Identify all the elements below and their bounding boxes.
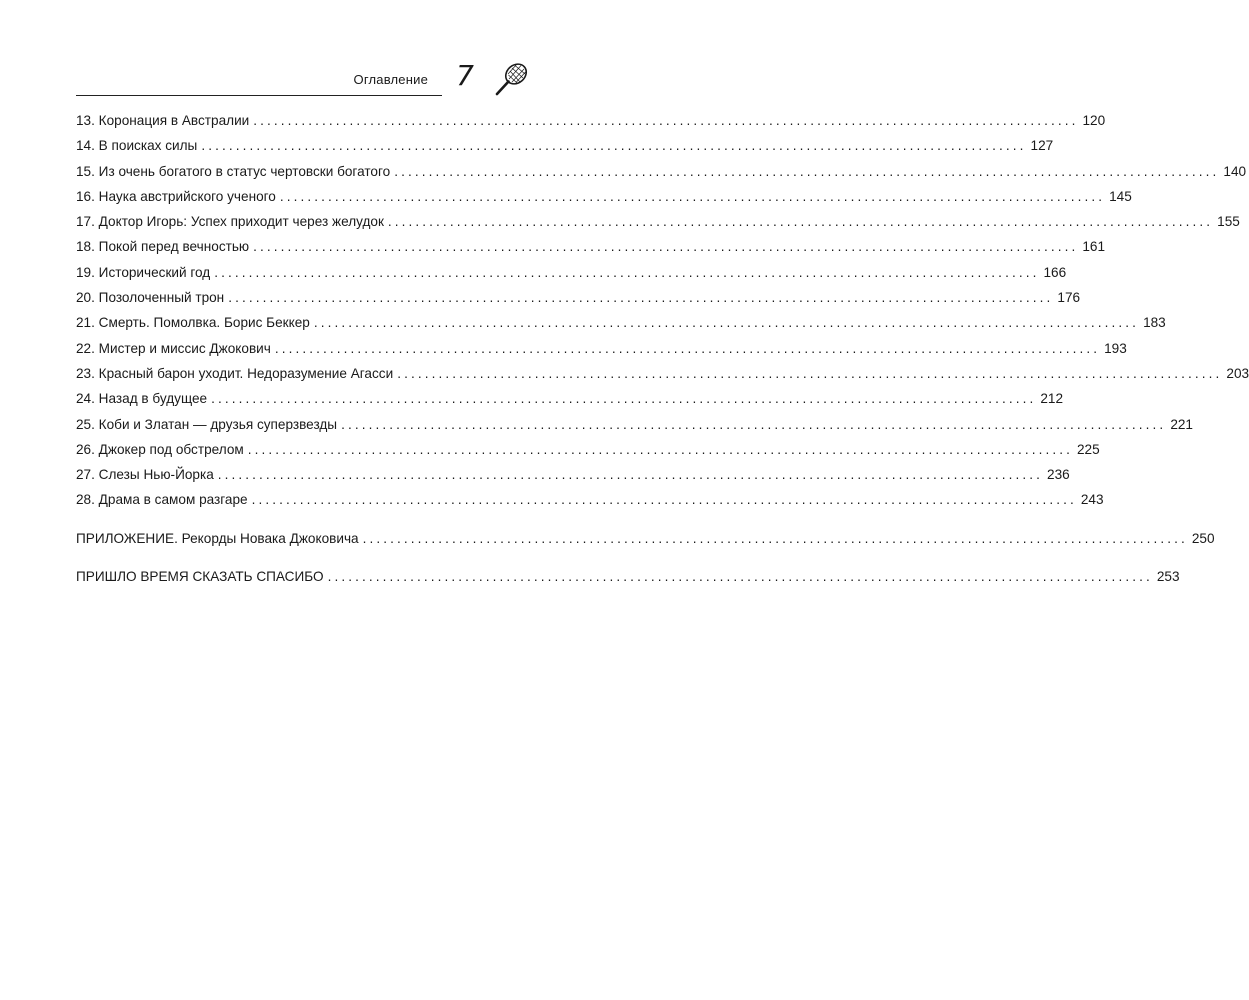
toc-entry-page: 183 [1143, 315, 1166, 331]
toc-entry-page: 221 [1170, 416, 1193, 432]
dot-leader: ........................................................................................................................ [394, 163, 1220, 179]
toc-entry[interactable] [76, 264, 1067, 290]
dot-leader: ........................................................................................................................ [397, 365, 1223, 381]
toc-entry-title: 19. Исторический год [76, 264, 211, 280]
toc-list [76, 113, 1249, 518]
toc-entry[interactable] [76, 416, 1193, 442]
toc-entry-page: 140 [1223, 163, 1247, 179]
toc-entry[interactable] [76, 569, 1180, 594]
dot-leader: ........................................................................................................................ [327, 569, 1153, 585]
dot-leader: ........................................................................................................................ [313, 315, 1140, 331]
toc-entry-title: 24. Назад в будущее [76, 391, 208, 407]
toc-entry-title: ПРИЛОЖЕНИЕ. Рекорды Новака Джоковича [76, 530, 359, 546]
dot-leader: ........................................................................................................................ [214, 264, 1040, 280]
page-number: 7 [456, 59, 474, 92]
toc-entry-title: 13. Коронация в Австралии [76, 113, 250, 128]
toc-entry-page: 225 [1076, 441, 1100, 457]
toc-entry-title: 27. Слезы Нью-Йорка [76, 467, 214, 483]
toc-entry[interactable] [76, 290, 1081, 315]
table-of-contents [76, 113, 1249, 594]
toc-entry[interactable] [76, 391, 1064, 416]
dot-leader: ........................................................................................................................ [279, 188, 1106, 204]
toc-entry-page: 236 [1047, 467, 1070, 483]
dot-leader: ........................................................................................................................ [274, 340, 1101, 356]
dot-leader: ........................................................................................................................ [251, 492, 1077, 508]
toc-entry-page: 155 [1217, 214, 1240, 230]
toc-entry[interactable] [76, 214, 1240, 239]
toc-entry-title: 16. Наука австрийского ученого [76, 188, 276, 204]
toc-entry[interactable] [76, 441, 1100, 467]
toc-entry[interactable] [76, 239, 1106, 264]
toc-entry-page: 253 [1156, 569, 1180, 585]
toc-entry-page: 212 [1040, 391, 1064, 407]
toc-entry[interactable] [76, 365, 1249, 391]
dot-leader: ........................................................................................................................ [387, 214, 1214, 230]
toc-entry-title: 28. Драма в самом разгаре [76, 492, 248, 508]
header-rule [76, 95, 442, 96]
dot-leader: ........................................................................................................................ [201, 138, 1027, 154]
toc-entry-page: 176 [1057, 290, 1081, 306]
toc-entry-title: 21. Смерть. Помолвка. Борис Беккер [76, 315, 310, 331]
toc-entry[interactable] [76, 113, 1106, 138]
toc-entry-title: 23. Красный барон уходит. Недоразумение Агасси [76, 365, 394, 381]
toc-entry-page: 145 [1109, 188, 1132, 204]
toc-entry-page: 120 [1082, 113, 1106, 128]
toc-entry-title: 14. В поисках силы [76, 138, 198, 154]
toc-entry[interactable] [76, 492, 1104, 517]
dot-leader: ........................................................................................................................ [362, 530, 1188, 546]
dot-leader: ........................................................................................................................ [217, 467, 1044, 483]
toc-entry[interactable] [76, 315, 1166, 340]
toc-entry-page: 161 [1082, 239, 1106, 255]
toc-entry-page: 127 [1030, 138, 1054, 154]
toc-entry[interactable] [76, 188, 1132, 214]
toc-appendix-list [76, 530, 1215, 595]
toc-entry-title: 25. Коби и Златан — друзья суперзвезды [76, 416, 338, 432]
toc-entry[interactable] [76, 530, 1215, 556]
toc-entry-page: 250 [1191, 530, 1215, 546]
toc-entry-page: 243 [1080, 492, 1104, 508]
toc-entry-title: 26. Джокер под обстрелом [76, 441, 244, 457]
dot-leader: ........................................................................................................................ [228, 290, 1054, 306]
toc-entry-title: 17. Доктор Игорь: Успех приходит через желудок [76, 214, 384, 230]
tennis-racket-icon [490, 60, 530, 100]
toc-entry-title: 18. Покой перед вечностью [76, 239, 250, 255]
toc-entry-title: ПРИШЛО ВРЕМЯ СКАЗАТЬ СПАСИБО [76, 569, 324, 585]
toc-entry[interactable] [76, 163, 1247, 189]
toc-entry-title: 15. Из очень богатого в статус чертовски богатого [76, 163, 391, 179]
toc-entry-title: 20. Позолоченный трон [76, 290, 225, 306]
running-title: Оглавление [353, 72, 428, 87]
dot-leader: ........................................................................................................................ [253, 239, 1079, 255]
dot-leader: ........................................................................................................................ [253, 113, 1079, 128]
toc-entry-page: 166 [1043, 264, 1067, 280]
toc-entry-page: 203 [1226, 365, 1249, 381]
toc-entry[interactable] [76, 138, 1054, 163]
toc-entry-page: 193 [1104, 340, 1127, 356]
toc-entry[interactable] [76, 340, 1127, 366]
dot-leader: ........................................................................................................................ [341, 416, 1167, 432]
toc-entry-title: 22. Мистер и миссис Джокович [76, 340, 271, 356]
dot-leader: ........................................................................................................................ [211, 391, 1037, 407]
page-header [76, 60, 530, 100]
dot-leader: ........................................................................................................................ [247, 441, 1073, 457]
toc-entry[interactable] [76, 467, 1070, 492]
